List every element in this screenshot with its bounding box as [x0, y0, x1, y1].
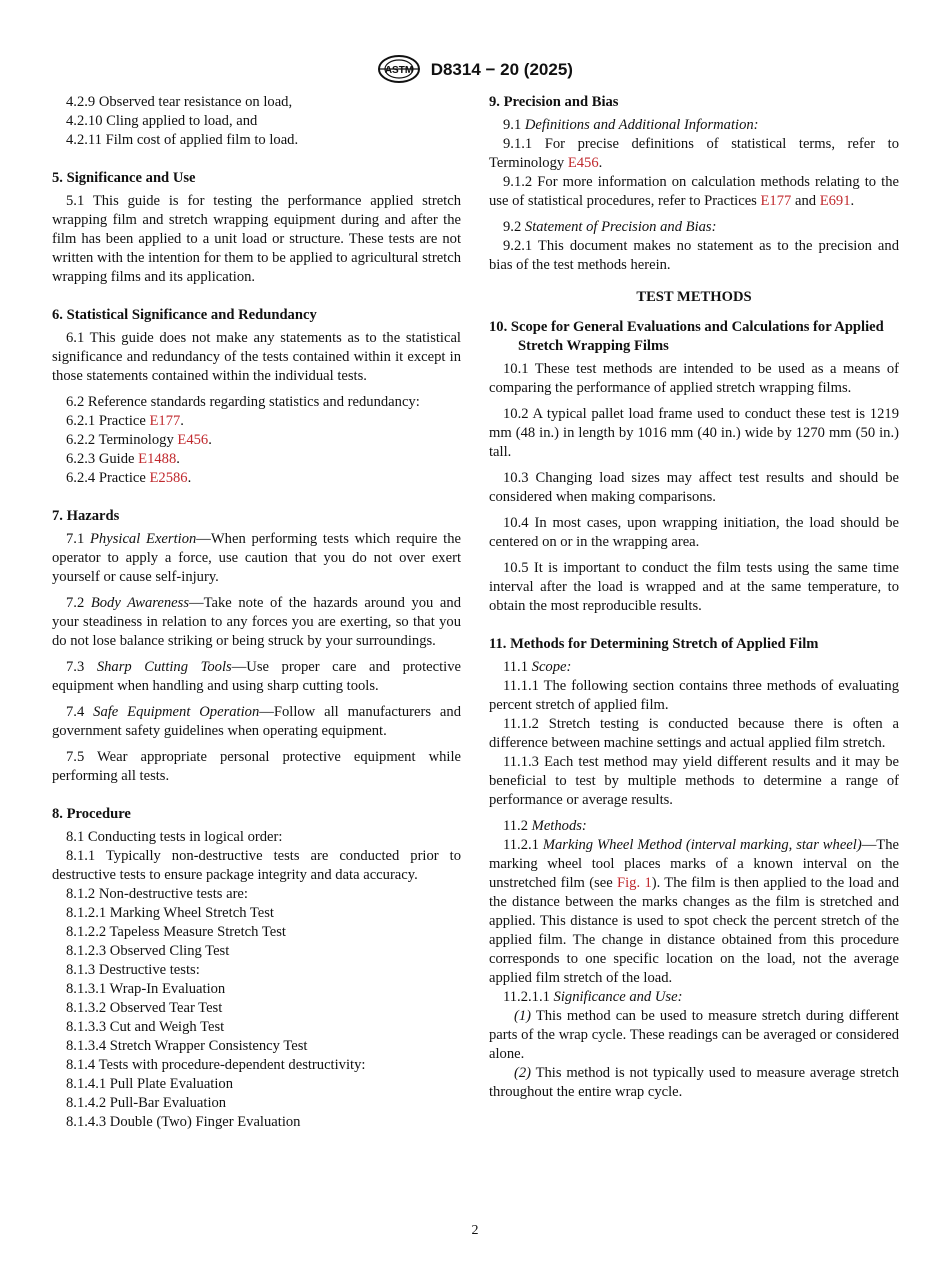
- list-item: 8.1.2.1 Marking Wheel Stretch Test: [66, 905, 274, 921]
- list-item: 8.1.3.4 Stretch Wrapper Consistency Test: [66, 1038, 308, 1054]
- reference-item: 6.2.4 Practice E2586.: [66, 470, 192, 486]
- list-item: 8.1.4.2 Pull-Bar Evaluation: [66, 1095, 227, 1111]
- list-item: 8.1.4.3 Double (Two) Finger Evaluation: [66, 1114, 301, 1130]
- list-item: (1) This method can be used to measure stretch during different parts of the wrap cycle. These readings can be averaged or considered alone.: [489, 1008, 899, 1062]
- section-heading: 8. Procedure: [52, 806, 131, 822]
- section-heading: 9. Precision and Bias: [489, 94, 619, 110]
- list-item: 8.1.4.1 Pull Plate Evaluation: [66, 1076, 234, 1092]
- reference-item: 6.2.1 Practice E177.: [66, 413, 184, 429]
- document-designation: D8314 − 20 (2025): [430, 59, 573, 79]
- paragraph: 8.1 Conducting tests in logical order:: [66, 829, 283, 845]
- paragraph: 10.5 It is important to conduct the film tests using the same time interval after the load is wrapped and at the same temperature, to obtain the most reproducible results.: [489, 560, 899, 614]
- paragraph: 11.2 Methods:: [503, 818, 587, 834]
- paragraph: 6.2 Reference standards regarding statistics and redundancy:: [66, 394, 420, 410]
- paragraph: 9.2.1 This document makes no statement as to the precision and bias of the test methods herein.: [489, 238, 899, 273]
- paragraph: 10.1 These test methods are intended to be used as a means of comparing the performance of applied stretch wrapping films.: [489, 361, 899, 396]
- reference-link[interactable]: E1488: [138, 451, 177, 467]
- page-header: [0, 54, 950, 84]
- list-item: 8.1.2.3 Observed Cling Test: [66, 943, 230, 959]
- paragraph: 7.4 Safe Equipment Operation—Follow all manufacturers and government safety guidelines when operating equipment.: [52, 704, 461, 739]
- right-column: [489, 93, 899, 1102]
- paragraph: 11.2.1.1 Significance and Use:: [503, 989, 683, 1005]
- paragraph: 6.1 This guide does not make any statements as to the statistical significance and redundancy of the tests contained within it except in those statements contained within the individual tests.: [52, 330, 461, 384]
- section-heading: 10. Scope for General Evaluations and Calculations for Applied Stretch Wrapping Films: [489, 319, 884, 354]
- paragraph: 5.1 This guide is for testing the performance applied stretch wrapping film and stretch wrapping equipment during and after the film has been applied to a unit load or structure. These tests are not written with the intention for them to be applied to agricultural stretch wrapping films and its application.: [52, 193, 461, 285]
- paragraph: 11.1.1 The following section contains three methods of evaluating percent stretch of applied film.: [489, 678, 899, 713]
- astm-logo-icon: [377, 54, 421, 84]
- list-item: 8.1.3.1 Wrap-In Evaluation: [66, 981, 226, 997]
- reference-item: 6.2.3 Guide E1488.: [66, 451, 180, 467]
- paragraph: 7.3 Sharp Cutting Tools—Use proper care and protective equipment when handling and using sharp cutting tools.: [52, 659, 462, 694]
- list-item: 8.1.2 Non-destructive tests are:: [66, 886, 248, 902]
- page-number: 2: [471, 1223, 479, 1238]
- section-heading: 5. Significance and Use: [52, 170, 196, 186]
- part-heading: TEST METHODS: [636, 289, 752, 305]
- reference-link[interactable]: E177: [760, 193, 792, 209]
- paragraph: 9.1.2 For more information on calculation methods relating to the use of statistical procedures, refer to Practices E177 and E691.: [489, 174, 899, 209]
- left-column: [52, 93, 461, 1132]
- paragraph: 9.1.1 For precise definitions of statistical terms, refer to Terminology E456.: [489, 136, 899, 171]
- paragraph: 10.4 In most cases, upon wrapping initiation, the load should be centered on or in the wrapping area.: [489, 515, 899, 550]
- paragraph: 9.2 Statement of Precision and Bias:: [503, 219, 717, 235]
- paragraph: 11.1.3 Each test method may yield different results and it may be beneficial to test by multiple methods to determine a range of performance or average results.: [489, 754, 899, 808]
- list-item: 8.1.3 Destructive tests:: [66, 962, 200, 978]
- paragraph: 11.1 Scope:: [503, 659, 572, 675]
- paragraph: 7.1 Physical Exertion—When performing tests which require the operator to apply a force, use caution that you do not over exert yourself or cause self-injury.: [52, 531, 462, 585]
- paragraph: 9.1 Definitions and Additional Information:: [503, 117, 759, 133]
- paragraph: 7.5 Wear appropriate personal protective equipment while performing all tests.: [52, 749, 461, 784]
- paragraph: 11.2.1 Marking Wheel Method (interval marking, star wheel)—The marking wheel tool places marks of a known interval on the unstretched film (see Fig. 1). The film is then applied to the load and the distance between the marks changes as the film is stretched and applied. This distance is used to spot check the percent stretch of the applied film. The change in distance obtained from this procedure corresponds to one specific location on the load, not the average applied film stretch of the load.: [489, 837, 899, 986]
- list-item: 8.1.4 Tests with procedure-dependent destructivity:: [66, 1057, 366, 1073]
- list-item: 8.1.3.3 Cut and Weigh Test: [66, 1019, 225, 1035]
- list-item: 8.1.2.2 Tapeless Measure Stretch Test: [66, 924, 286, 940]
- list-item: 4.2.10 Cling applied to load, and: [66, 113, 258, 129]
- list-item: 8.1.3.2 Observed Tear Test: [66, 1000, 223, 1016]
- reference-item: 6.2.2 Terminology E456.: [66, 432, 212, 448]
- paragraph: 11.1.2 Stretch testing is conducted because there is often a difference between machine settings and actual applied film stretch.: [489, 716, 899, 751]
- reference-link[interactable]: E177: [149, 413, 181, 429]
- section-heading: 6. Statistical Significance and Redundancy: [52, 307, 317, 323]
- reference-link[interactable]: E456: [177, 432, 209, 448]
- reference-link[interactable]: E456: [567, 155, 599, 171]
- reference-link[interactable]: E2586: [149, 470, 188, 486]
- list-item: 4.2.11 Film cost of applied film to load.: [66, 132, 299, 148]
- section-heading: 7. Hazards: [52, 508, 120, 524]
- paragraph: 10.2 A typical pallet load frame used to conduct these test is 1219 mm (48 in.) in length by 1016 mm (40 in.) wide by 1270 mm (50 in.) tall.: [489, 406, 899, 460]
- reference-link[interactable]: E691: [819, 193, 851, 209]
- svg-text:ASTM: ASTM: [384, 65, 414, 76]
- section-heading: 11. Methods for Determining Stretch of Applied Film: [489, 636, 819, 652]
- paragraph: 8.1.1 Typically non-destructive tests are conducted prior to destructive tests to ensure package integrity and data accuracy.: [52, 848, 461, 883]
- list-item: 4.2.9 Observed tear resistance on load,: [66, 94, 293, 110]
- paragraph: 7.2 Body Awareness—Take note of the hazards around you and your steadiness in relation to any forces you are exerting, so that you do not lose balance striking or being struck by your surroundings.: [52, 595, 461, 649]
- figure-link[interactable]: Fig. 1: [617, 875, 652, 891]
- list-item: (2) This method is not typically used to measure average stretch throughout the entire wrap cycle.: [489, 1065, 899, 1100]
- paragraph: 10.3 Changing load sizes may affect test results and should be considered when making comparisons.: [489, 470, 899, 505]
